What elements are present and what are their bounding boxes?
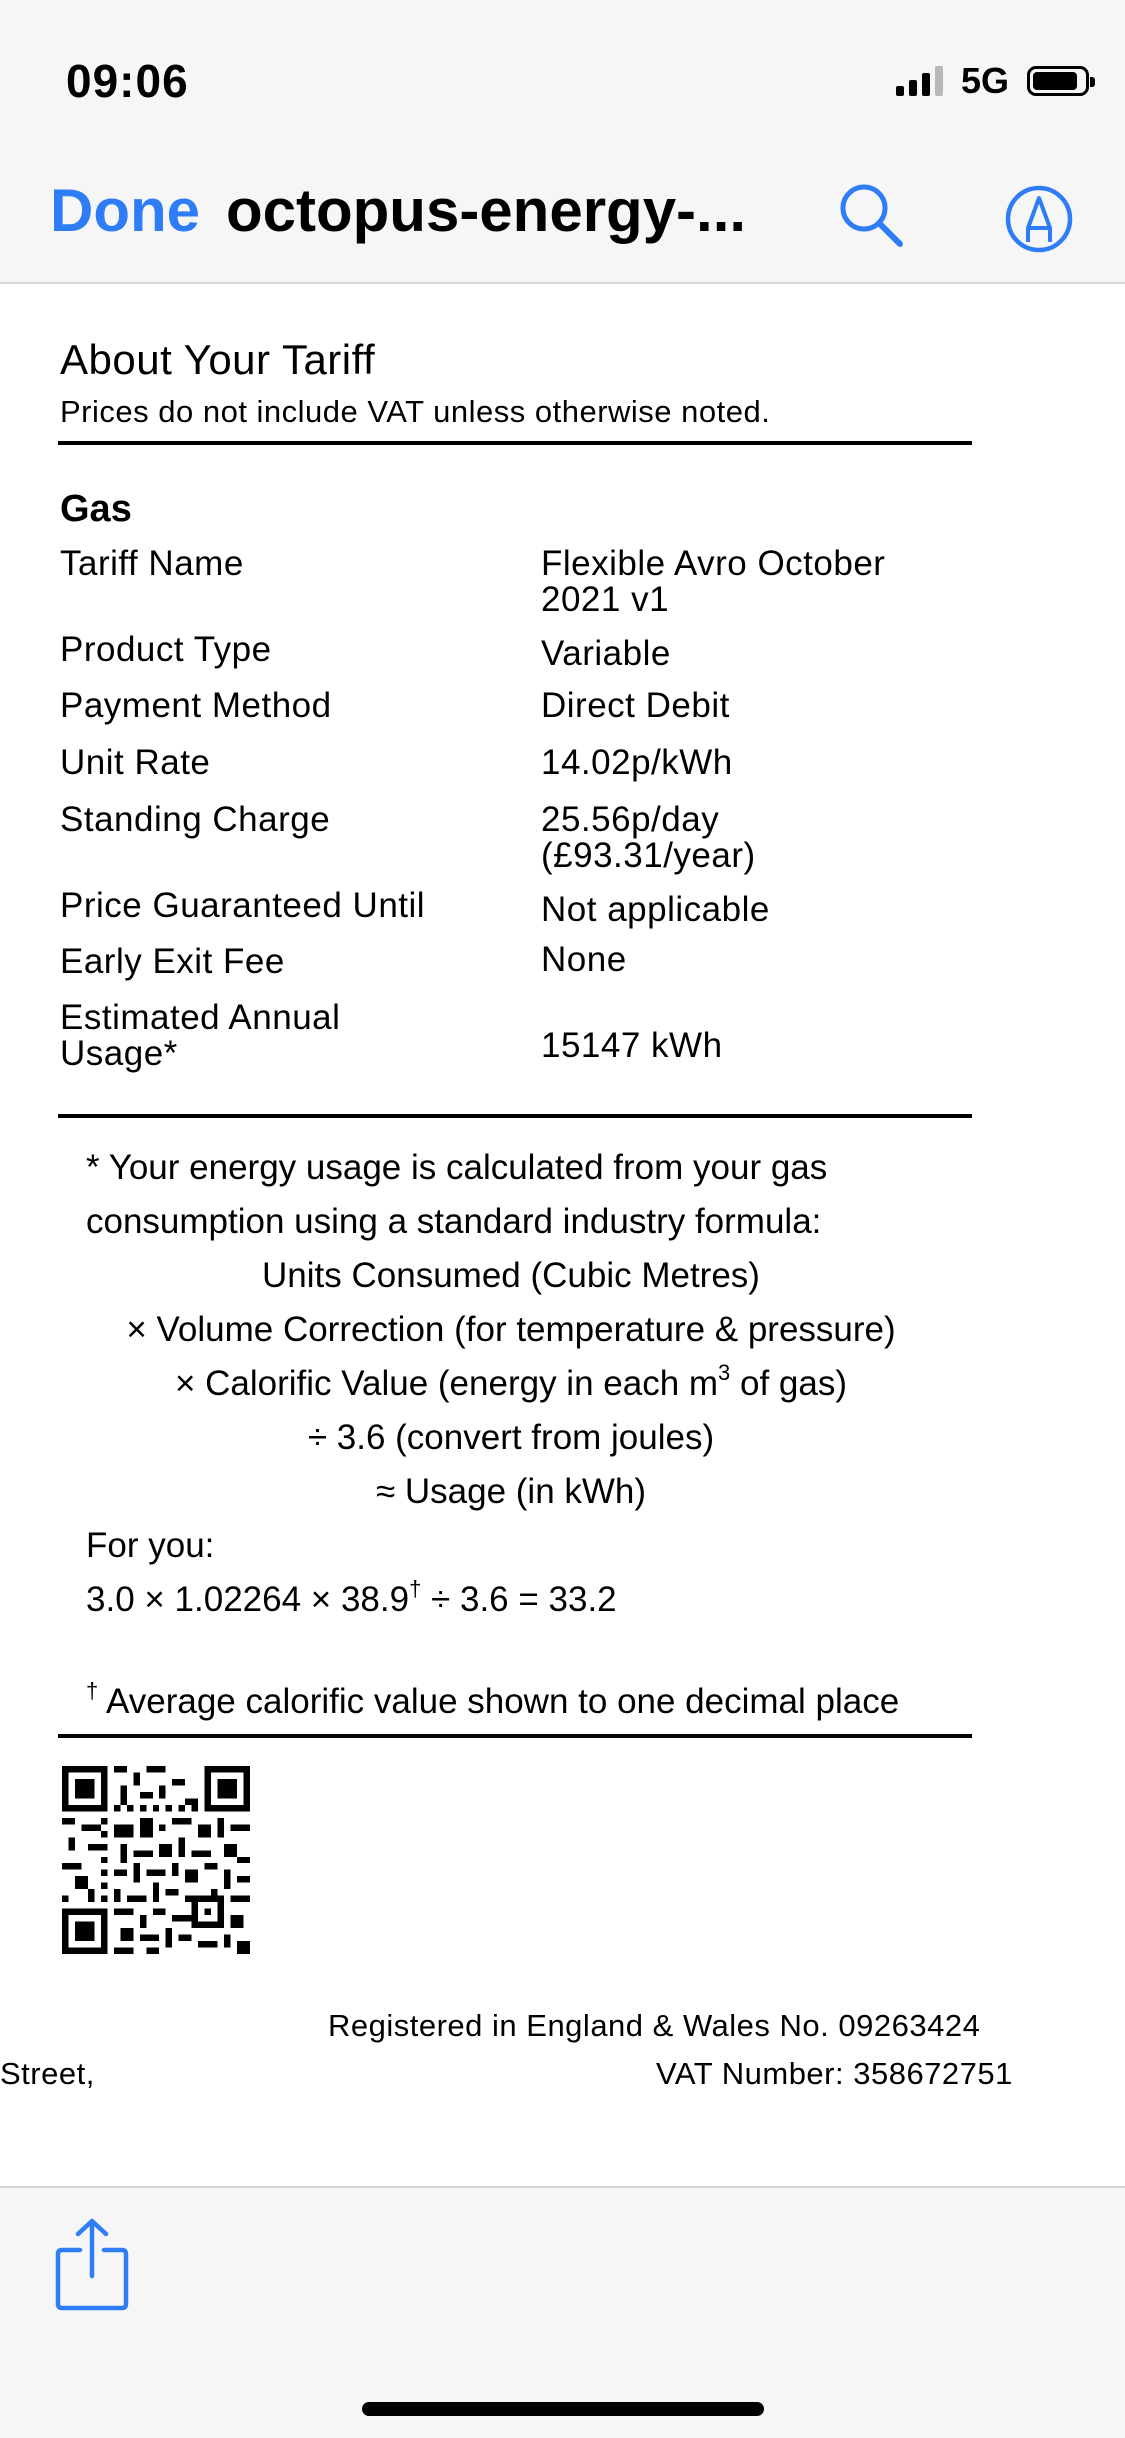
document-title: octopus-energy-... xyxy=(226,177,747,244)
early-exit-fee-label: Early Exit Fee xyxy=(60,942,285,981)
top-bar xyxy=(0,0,1125,284)
calculation-result: ÷ 3.6 = 33.2 xyxy=(421,1580,617,1619)
unit-rate-label: Unit Rate xyxy=(60,743,211,782)
divider xyxy=(58,1114,972,1118)
vat-number: VAT Number: 358672751 xyxy=(656,2056,1013,2091)
done-button[interactable]: Done xyxy=(50,177,200,244)
footnote-intro-line2: consumption using a standard industry formula: xyxy=(86,1202,822,1241)
signal-icon xyxy=(896,66,943,96)
standing-charge-value xyxy=(541,802,971,874)
address-fragment: Street, xyxy=(0,2056,95,2091)
fuel-heading: Gas xyxy=(60,488,132,530)
tariff-name-value-line1: Flexible Avro October xyxy=(541,544,886,583)
battery-icon xyxy=(1027,66,1089,96)
home-indicator[interactable] xyxy=(362,2402,764,2416)
formula-line-4: ÷ 3.6 (convert from joules) xyxy=(307,1418,715,1457)
registration-number: Registered in England & Wales No. 09263424 xyxy=(328,2008,981,2043)
formula-line-5: ≈ Usage (in kWh) xyxy=(375,1472,647,1511)
for-you-label: For you: xyxy=(86,1526,215,1565)
tariff-name-label: Tariff Name xyxy=(60,544,244,583)
document-page xyxy=(0,284,1125,2184)
price-guaranteed-label: Price Guaranteed Until xyxy=(60,886,426,925)
tariff-name-value xyxy=(541,546,971,618)
standing-charge-label: Standing Charge xyxy=(60,800,331,839)
divider xyxy=(58,441,972,445)
calculation-text: 3.0 × 1.02264 × 38.9 xyxy=(86,1580,410,1619)
estimated-usage-label-line1: Estimated Annual xyxy=(60,998,341,1037)
qr-code xyxy=(62,1766,250,1954)
dagger-mark: † xyxy=(86,1678,99,1704)
estimated-usage-label-line2: Usage* xyxy=(60,1034,178,1073)
formula-line-3-suffix: of gas) xyxy=(730,1364,848,1403)
payment-method-value: Direct Debit xyxy=(541,686,730,725)
cubed-superscript: 3 xyxy=(718,1360,731,1386)
formula-line-3-text: × Calorific Value (energy in each m xyxy=(174,1364,719,1403)
dagger-superscript: † xyxy=(409,1576,422,1602)
bottom-toolbar xyxy=(0,2186,1125,2438)
status-indicators xyxy=(896,60,1089,102)
share-icon[interactable] xyxy=(54,2216,130,2312)
vat-note: Prices do not include VAT unless otherwise noted. xyxy=(60,394,771,429)
search-icon[interactable] xyxy=(836,180,906,250)
footnote-intro-line1: * Your energy usage is calculated from your gas xyxy=(86,1148,828,1187)
estimated-usage-label xyxy=(60,1000,340,1072)
standing-charge-value-line1: 25.56p/day xyxy=(541,800,720,839)
dagger-note-text: Average calorific value shown to one decimal place xyxy=(98,1682,900,1721)
status-time: 09:06 xyxy=(66,55,189,107)
tariff-name-value-line2: 2021 v1 xyxy=(541,580,670,619)
personal-calculation xyxy=(86,1576,617,1620)
formula-line-2: × Volume Correction (for temperature & pressure) xyxy=(126,1310,896,1349)
unit-rate-value: 14.02p/kWh xyxy=(541,743,733,782)
product-type-value: Variable xyxy=(541,634,671,673)
standing-charge-value-line2: (£93.31/year) xyxy=(541,836,756,875)
estimated-usage-value: 15147 kWh xyxy=(541,1026,723,1065)
price-guaranteed-value: Not applicable xyxy=(541,890,770,929)
tariff-heading: About Your Tariff xyxy=(60,336,376,383)
payment-method-label: Payment Method xyxy=(60,686,332,725)
dagger-note xyxy=(86,1678,900,1722)
markup-pen-icon[interactable] xyxy=(1004,184,1074,254)
early-exit-fee-value: None xyxy=(541,940,627,979)
network-label: 5G xyxy=(960,60,1009,101)
formula-line-1: Units Consumed (Cubic Metres) xyxy=(262,1256,760,1295)
formula-line-3 xyxy=(86,1360,936,1404)
product-type-label: Product Type xyxy=(60,630,272,669)
divider xyxy=(58,1734,972,1738)
